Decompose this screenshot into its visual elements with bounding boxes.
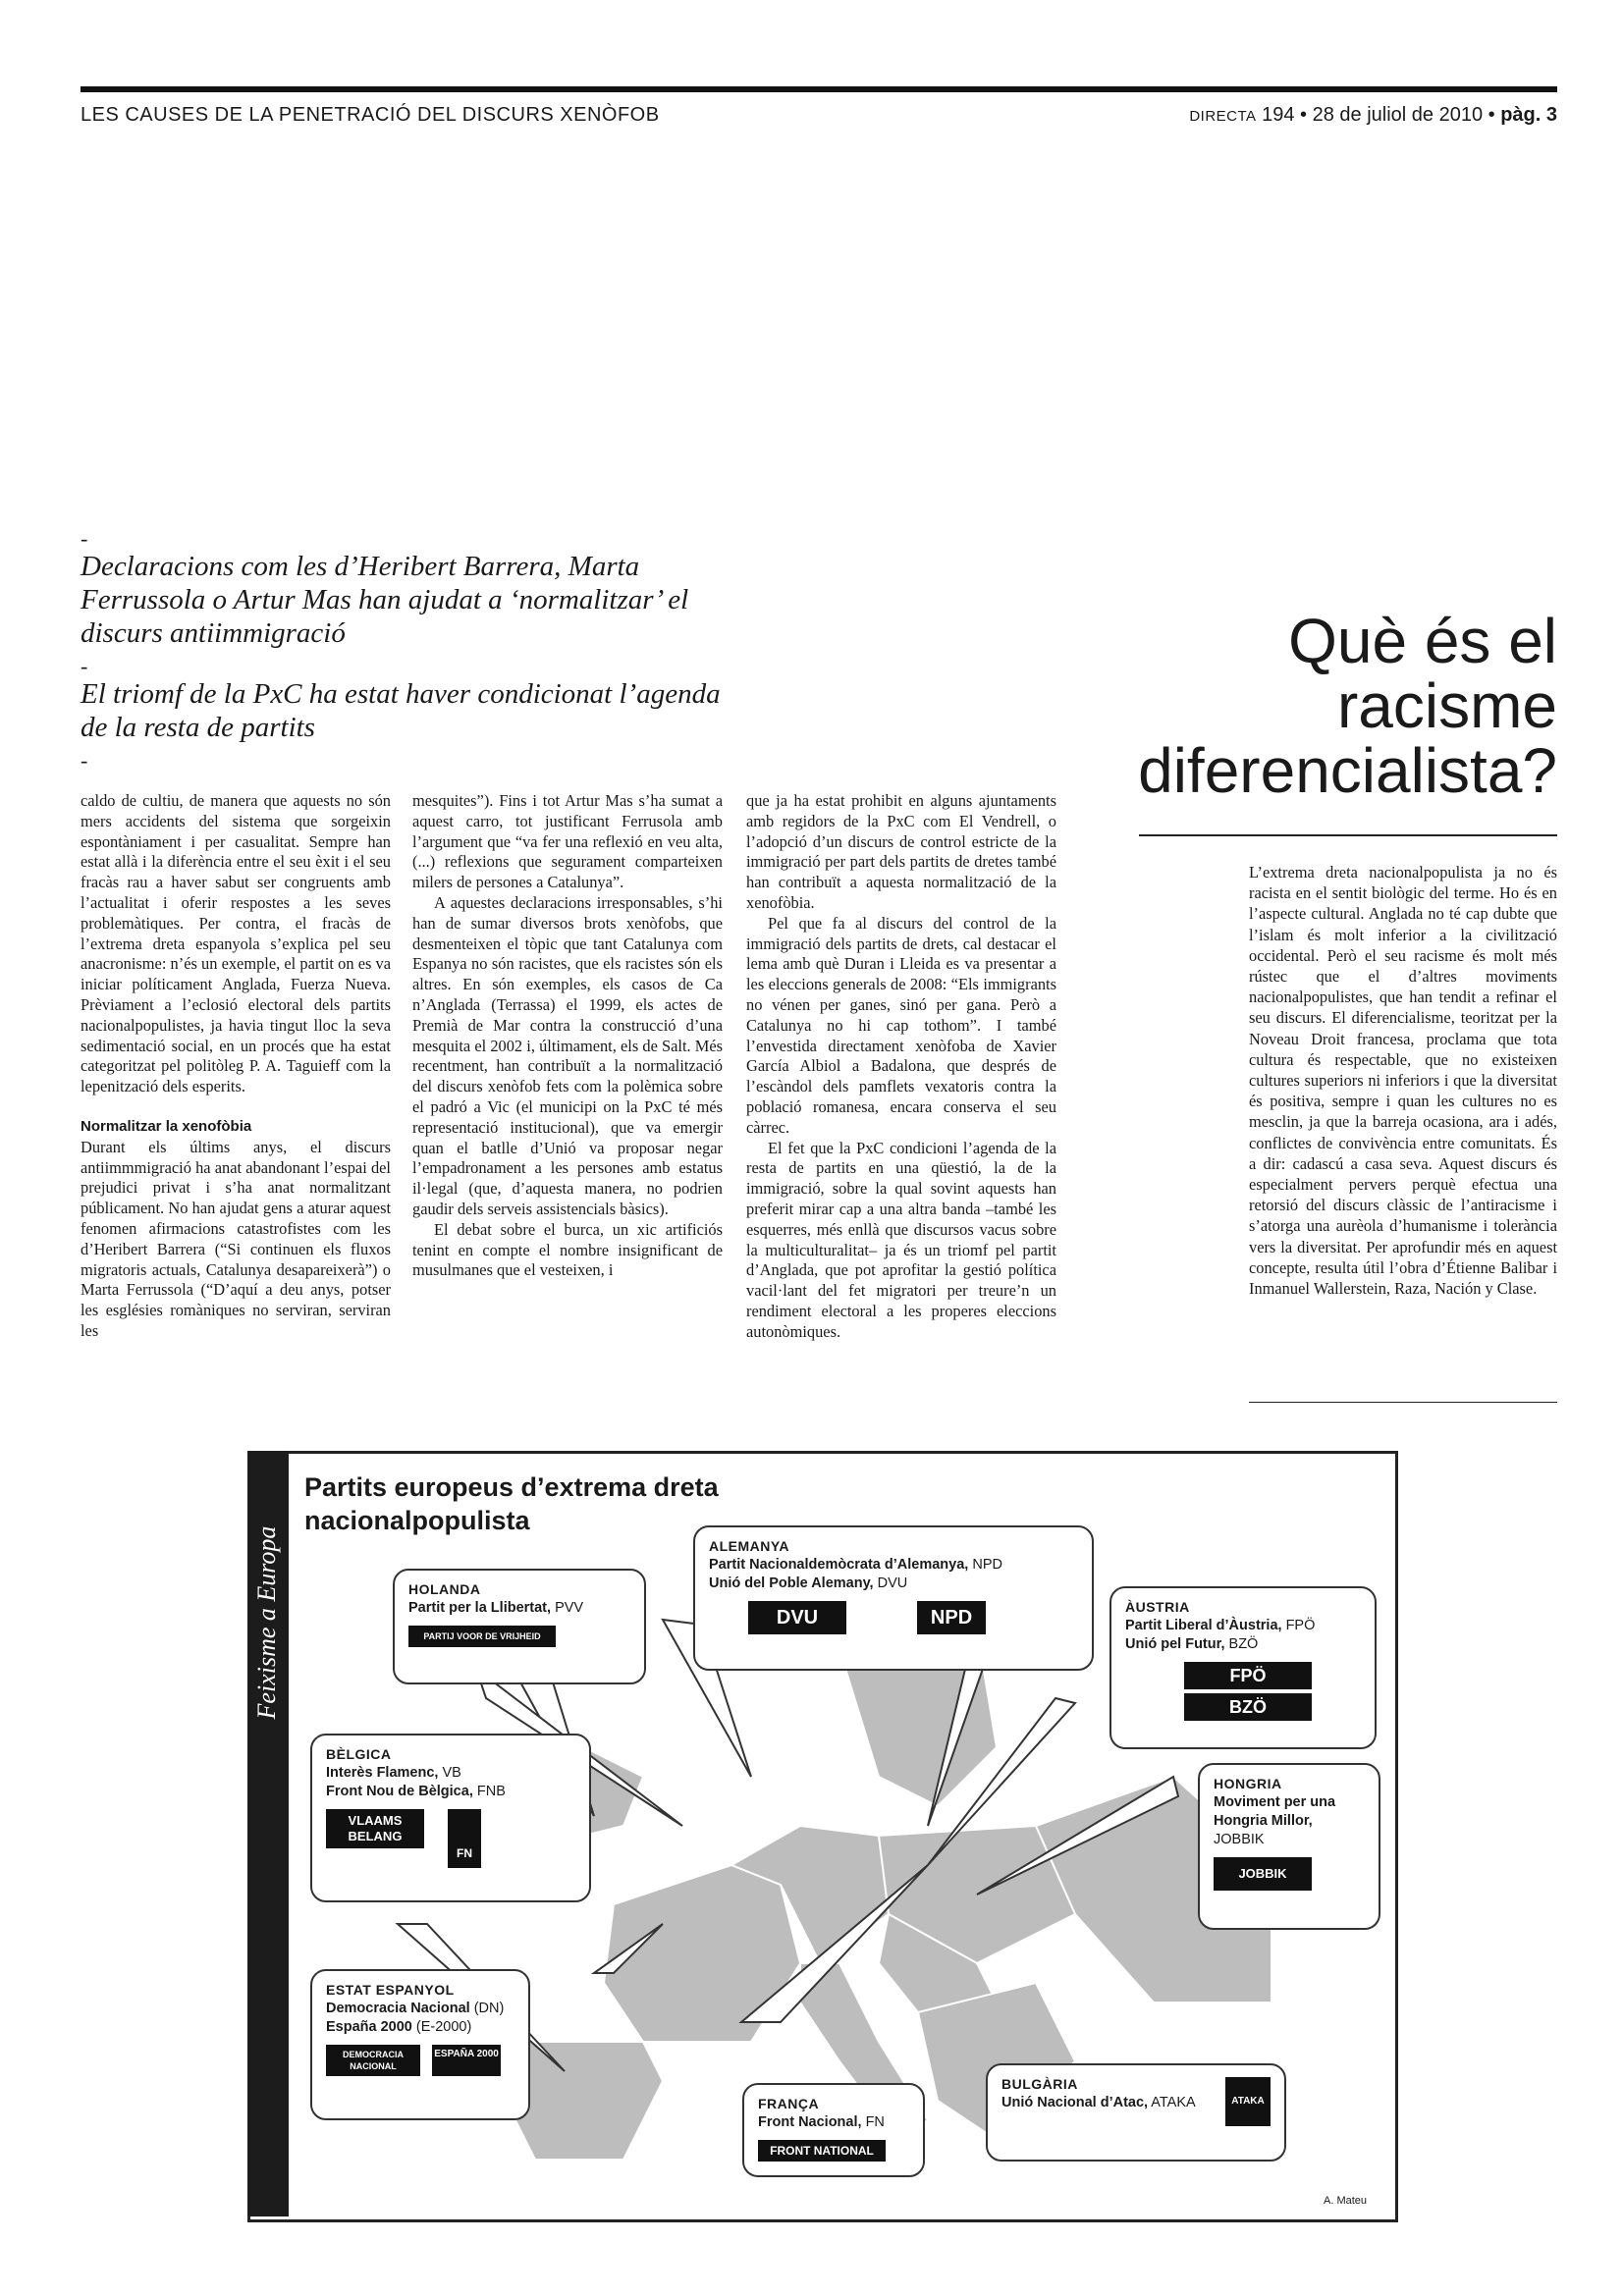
party-name: España 2000 (326, 2019, 412, 2035)
party-abbr: NPD (972, 1557, 1002, 1573)
ataka-logo: ATAKA (1225, 2077, 1271, 2126)
fnb-logo: FN (448, 1809, 481, 1868)
bzo-logo: BZÖ (1184, 1693, 1312, 1721)
party-abbr: BZÖ (1228, 1636, 1259, 1652)
party-abbr: FPÖ (1285, 1618, 1316, 1633)
paragraph: El fet que la PxC condicioni l’agenda de la resta de partits en una qüestió, la de la immigració, sobre la qual sovint aquests han preferit mirar cap a una altra banda –també les esquerres, més enllà que discursos vacus sobre la multiculturalitat– ja és un triomf pel partit d’Anglada, que pot aprofitar la gestió política vacil·lant del fet migratori per treure’n un rendiment electoral a les properes eleccions autonòmiques. (746, 1138, 1056, 1341)
party-name: Moviment per una Hongria Millor, (1214, 1794, 1336, 1829)
body-column-1 (81, 791, 391, 1342)
e2000-logo: ESPAÑA 2000 (432, 2045, 501, 2076)
paragraph: Pel que fa al discurs del control de la immigració dels partits de drets, cal destacar el lema amb què Duran i Lleida es va presentar a les eleccions generals de 2008: “Els immigrants no vénen per ganes, sinó per gana. Però a Catalunya no hi cap tothom”. I també l’envestida directament xenòfoba de Xavier García Albiol a Badalona, que després de l’escàndol dels pamflets vexatoris contra la població romanesa, encara conserva el seu càrrec. (746, 913, 1056, 1137)
country-label: HOLANDA (408, 1581, 481, 1597)
country-label: HONGRIA (1214, 1776, 1282, 1791)
party-abbr: PVV (555, 1600, 584, 1616)
country-label: ÀUSTRIA (1125, 1599, 1190, 1615)
paragraph: caldo de cultiu, de manera que aquests no són mers accidents del sistema que sorgeixin espontàniament i per casualitat. Sempre han estat allà i la diferència entre el seu èxit i el seu fracàs rau a haver sabut ser congruents amb l’actualitat i oferir respostes a les seves problemàtiques. Per contra, el fracàs de l’extrema dreta espanyola s’explica pel seu anacronisme: n’és un exemple, el partit on es va iniciar políticament Anglada, Fuerza Nueva. Prèviament a l’eclosió electoral dels partits nacionalpopulistes, ja havia tingut lloc la seva sedimentació social, en un procés que ha estat categoritzat pel politòleg P. A. Taguieff com la lepenització dels esperits. (81, 791, 391, 1096)
publication-name: DIRECTA (1189, 108, 1257, 125)
bubble-hongria (1198, 1763, 1380, 1930)
jobbik-logo: JOBBIK (1214, 1857, 1312, 1891)
top-rule (81, 86, 1557, 92)
party-abbr: FNB (476, 1784, 506, 1799)
party-name: Unió Nacional d’Atac, (1001, 2095, 1149, 2110)
map-side-band (247, 1451, 289, 2216)
dn-logo: DEMOCRACIA NACIONAL (326, 2045, 420, 2076)
paragraph: A aquestes declaracions irresponsables, s’hi han de sumar diversos brots xenòfobs, que desmenteixen el tòpic que tant Catalunya com Espanya no són racistes, que els racistes són els altres. En són exemples, els casos de Ca n’Anglada (Terrassa) el 1999, els actes de Premià de Mar contra la construcció d’una mesquita el 2002 i, últimament, els de Salt. Més recentment, han contribuït a la normalització del discurs xenòfob fets com la polèmica sobre el padró a Vic (el municipi on la PxC té més representació institucional), que va emergir quan el batlle d’Unió va proposar negar l’empadronament a les persones amb estatus il·legal (que, d’aquesta manera, no podrien gaudir dels serveis assistencials bàsics). (412, 892, 723, 1218)
bubble-espanya (310, 1969, 530, 2120)
bubble-bulgaria (986, 2063, 1286, 2162)
party-abbr: JOBBIK (1214, 1832, 1265, 1847)
bubble-alemanya (693, 1525, 1094, 1671)
issue-info (1189, 104, 1557, 127)
map-title-line-1: Partits europeus d’extrema dreta (304, 1472, 719, 1502)
party-name: Front Nacional, (758, 2114, 862, 2130)
sidebar-text: L’extrema dreta nacionalpopulista ja no és racista en el sentit biològic del terme. Ho és en l’aspecte cultural. Anglada no té cap dubte que l’islam és molt inferior a la civilització occidental. Però el seu racisme és molt més rústec que el d’altres moviments nacionalpopulistes, que han tendit a refinar el seu discurs. El diferencialisme, teoritzat per la Noveau Droit francesa, proclama que tota cultura és respectable, que no existeixen cultures superiors ni inferiors i que la diversitat és positiva, sempre i quan les cultures no es mesclin, ja que la barreja ocasiona, ara i adés, conflictes de convivència entre comunitats. És a dir: cadascú a casa seva. Aquest discurs és especialment pervers perquè efectua una retorsió del discurs clàssic de l’antiracisme i s’atorga una aurèola d’humanisme i tolerància vers la diversitat. Per aprofundir més en aquest concepte, resulta útil l’obra d’Étienne Balibar i Inmanuel Wallerstein, Raza, Nación y Clase. (1249, 863, 1557, 1299)
party-name: Partit per la Llibertat, (408, 1600, 552, 1616)
map-side-label: Feixisme a Europa (252, 1525, 281, 1720)
npd-logo: NPD (917, 1601, 986, 1634)
party-abbr: (E-2000) (415, 2019, 472, 2035)
paragraph: mesquites”). Fins i tot Artur Mas s’ha sumat a aquest carro, tot justificant Ferrusola amb l’argument que “va fer una reflexió en veu alta, (...) reflexions que segurament comparteixen milers de persones a Catalunya”. (412, 791, 723, 892)
body-column-2 (412, 791, 723, 1281)
party-abbr: VB (442, 1765, 461, 1781)
country-label: FRANÇA (758, 2096, 820, 2111)
country-label: BULGÀRIA (1001, 2076, 1078, 2092)
bubble-franca (742, 2083, 925, 2177)
party-abbr: ATAKA (1151, 2095, 1196, 2110)
pull-quote-dash: - (81, 526, 88, 551)
map-title-line-2: nacionalpopulista (304, 1506, 530, 1535)
party-name: Unió del Poble Alemany, (709, 1575, 874, 1591)
map-title (304, 1470, 719, 1537)
country-label: ALEMANYA (709, 1538, 790, 1554)
party-name: Interès Flamenc, (326, 1765, 439, 1781)
paragraph: El debat sobre el burca, un xic artificiós tenint en compte el nombre insignificant de musulmanes que el vesteixen, i (412, 1219, 723, 1280)
fpo-logo: FPÖ (1184, 1662, 1312, 1689)
vlaams-belang-logo: VLAAMS BELANG (326, 1809, 424, 1848)
party-name: Partit Liberal d’Àustria, (1125, 1618, 1282, 1633)
pull-quote-1: Declaracions com les d’Heribert Barrera, Marta Ferrussola o Artur Mas han ajudat a ‘normalitzar’ el discurs antiimmigració (81, 551, 689, 649)
sidebar-rule-top (1139, 834, 1557, 836)
pull-quote-dash: - (81, 654, 88, 678)
paragraph: que ja ha estat prohibit en alguns ajuntaments amb regidors de la PxC com El Vendrell, o l’adopció d’un discurs de control estricte de la immigració per part dels partits de dretes també han contribuït a aquesta normalització de la xenofòbia. (746, 791, 1056, 912)
country-label: ESTAT ESPANYOL (326, 1982, 455, 1998)
pull-quotes (81, 528, 748, 772)
party-abbr: FN (865, 2114, 885, 2130)
pull-quote-dash: - (81, 748, 88, 773)
party-name: Front Nou de Bèlgica, (326, 1784, 473, 1799)
pvv-logo: PARTIJ VOOR DE VRIJHEID (408, 1626, 556, 1647)
dvu-logo: DVU (748, 1601, 846, 1634)
bubble-belgica (310, 1734, 591, 1902)
party-name: Democracia Nacional (326, 2001, 470, 2016)
page-number: pàg. 3 (1500, 104, 1557, 126)
pull-quote-2: El triomf de la PxC ha estat haver condicionat l’agenda de la resta de partits (81, 678, 721, 743)
party-name: Unió pel Futur, (1125, 1636, 1225, 1652)
section-header: LES CAUSES DE LA PENETRACIÓ DEL DISCURS XENÒFOB (81, 104, 660, 126)
party-abbr: DVU (877, 1575, 908, 1591)
body-column-3 (746, 791, 1056, 1343)
bubble-holanda (393, 1569, 646, 1684)
country-label: BÈLGICA (326, 1746, 392, 1762)
subheading: Normalitzar la xenofòbia (81, 1117, 252, 1135)
sidebar-title: Què és el racisme diferencialista? (1138, 606, 1557, 806)
party-name: Partit Nacionaldemòcrata d’Alemanya, (709, 1557, 969, 1573)
paragraph: Durant els últims anys, el discurs antiimmmigració ha anat abandonant l’espai del prejudici privat i s’ha anat normalitzant públicament. No han ajudat gens a aturar aquest fenomen afirmacions catastrofistes com les d’Heribert Barrera (“Si continuen els fluxos migratoris actuals, Catalunya desapareixerà”) o Marta Ferrussola (“D’aquí a deu anys, potser les esglésies romàniques no serviran, serviran les (81, 1137, 391, 1340)
map-credit: A. Mateu (1324, 2195, 1368, 2207)
sidebar-rule-bottom (1249, 1402, 1557, 1403)
bubble-austria (1109, 1586, 1377, 1749)
party-abbr: (DN) (473, 2001, 505, 2016)
fn-logo: FRONT NATIONAL (758, 2140, 886, 2162)
issue-date: 194 • 28 de juliol de 2010 • (1262, 104, 1495, 126)
